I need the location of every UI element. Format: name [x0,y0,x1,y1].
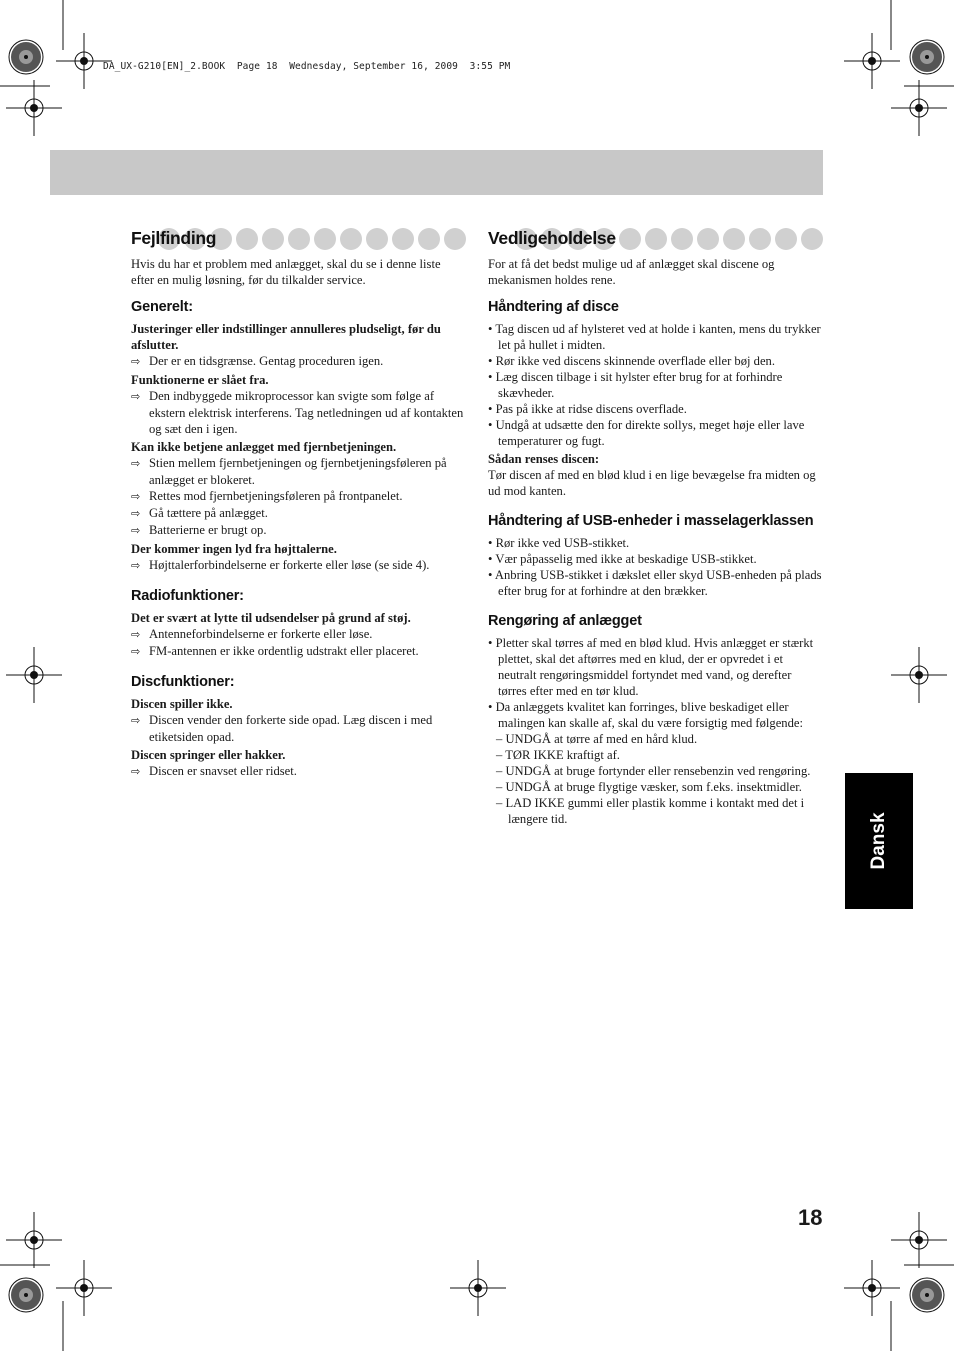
solution-text: ⇨ Discen er snavset eller ridset. [131,764,297,778]
section-heading-radio: Radiofunktioner: [131,588,244,604]
solution-text: ⇨ Der er en tidsgrænse. Gentag proceduren igen. [131,354,384,368]
list-item: – LAD IKKE gummi eller plastik komme i kontakt med det i længere tid. [496,796,805,826]
solution-text: ⇨ Gå tættere på anlægget. [131,506,268,520]
problem-text: Kan ikke betjene anlægget med fjernbetjeningen. [131,440,397,454]
disc-cleaning-text: Tør discen af med en blød klud i en lige bevægelse fra midten og ud mod kanten. [488,468,816,498]
arrow-right-icon: ⇨ [131,457,141,470]
troubleshooting-title-bar [131,226,466,252]
problem-text: Justeringer eller indstillinger annulleres pludseligt, før du afslutter. [131,322,441,352]
solution-text: ⇨ Stien mellem fjernbetjeningen og fjernbetjeningsføleren på anlægget er blokeret. [131,456,447,487]
unit-cleaning-list [488,635,823,827]
section-heading-cleaning: Rengøring af anlægget [488,613,642,629]
solution-text: ⇨ Batterierne er brugt op. [131,523,267,537]
solution-text: ⇨ Højttalerforbindelserne er forkerte eller løse (se side 4). [131,558,430,572]
arrow-right-icon: ⇨ [131,490,141,503]
page-number: 18 [798,1205,823,1230]
arrow-right-icon: ⇨ [131,507,141,520]
troubleshooting-intro: Hvis du har et problem med anlægget, skal du se i denne liste efter en mulig løsning, før du tilkalder service. [131,257,441,287]
solution-text: ⇨ FM-antennen er ikke ordentlig udstrakt eller placeret. [131,644,419,658]
language-tab-label: Dansk [868,812,889,870]
list-item: • Læg discen tilbage i sit hylster efter brug for at forhindre skævheder. [488,370,783,400]
list-item: – TØR IKKE kraftigt af. [496,748,620,762]
solution-text: ⇨ Discen vender den forkerte side opad. Læg discen i med etiketsiden opad. [131,713,433,744]
section-heading-discs: Håndtering af disce [488,299,619,315]
list-item: • Tag discen ud af hylsteret ved at holde i kanten, mens du trykker let på hullet i midten. [488,322,821,352]
maintenance-intro: For at få det bedst mulige ud af anlægget skal discene og mekanismen holdes rene. [488,257,775,287]
troubleshooting-title: Fejlfinding [131,228,217,248]
section-heading-usb: Håndtering af USB-enheder i masselagerklassen [488,513,814,529]
problem-text: Det er svært at lytte til udsendelser på grund af støj. [131,611,411,625]
maintenance-title-bar [488,226,823,252]
solution-text: ⇨ Den indbyggede mikroprocessor kan svigte som følge af ekstern elektrisk interferens. Tag netledningen ud af kontakten og sæt den i igen. [131,389,464,436]
list-item: • Rør ikke ved discens skinnende overflade eller bøj den. [488,354,775,368]
list-item: – UNDGÅ at tørre af med en hård klud. [496,732,698,746]
list-item: • Pas på ikke at ridse discens overflade. [488,402,687,416]
section-heading-general: Generelt: [131,299,193,315]
arrow-right-icon: ⇨ [131,765,141,778]
section-heading-disc: Discfunktioner: [131,674,235,690]
problem-text: Der kommer ingen lyd fra højttalerne. [131,542,337,556]
arrow-right-icon: ⇨ [131,355,141,368]
print-header-line: DA_UX-G210[EN]_2.BOOK Page 18 Wednesday, September 16, 2009 3:55 PM [103,61,511,72]
header-band [50,150,823,195]
problem-text: Discen springer eller hakker. [131,748,286,762]
disc-handling-list [488,321,823,449]
list-item: • Undgå at udsætte den for direkte sollys, meget høje eller lave temperaturer og fugt. [488,418,805,448]
disc-cleaning-label: Sådan renses discen: [488,452,600,466]
solution-text: ⇨ Rettes mod fjernbetjeningsføleren på frontpanelet. [131,489,403,503]
arrow-right-icon: ⇨ [131,714,141,727]
list-item: • Anbring USB-stikket i dækslet eller skyd USB-enheden på plads efter brug for at forhindre at den brækker. [488,568,822,598]
usb-handling-list [488,535,823,599]
arrow-right-icon: ⇨ [131,628,141,641]
maintenance-column [488,226,823,827]
list-item: • Da anlæggets kvalitet kan forringes, blive beskadiget eller malingen kan skalle af, skal du være forsigtig med følgende: [488,700,803,730]
list-item: – UNDGÅ at bruge flygtige væsker, som f.eks. insektmidler. [496,780,802,794]
list-item: • Vær påpasselig med ikke at beskadige USB-stikket. [488,552,757,566]
problem-text: Discen spiller ikke. [131,697,233,711]
list-item: • Rør ikke ved USB-stikket. [488,536,630,550]
list-item: – UNDGÅ at bruge fortynder eller rensebenzin ved rengøring. [496,764,811,778]
troubleshooting-column [131,226,466,780]
arrow-right-icon: ⇨ [131,559,141,572]
list-item: • Pletter skal tørres af med en blød klud. Hvis anlægget er stærkt plettet, skal det aftørres med en klud, der er opvredet i et neutralt rengøringsmiddel fortyndet med vand, og derefter tørres efter med en tør klud. [488,636,814,698]
solution-text: ⇨ Antenneforbindelserne er forkerte eller løse. [131,627,373,641]
arrow-right-icon: ⇨ [131,390,141,403]
language-tab [845,773,913,909]
maintenance-title: Vedligeholdelse [488,228,616,248]
problem-text: Funktionerne er slået fra. [131,373,269,387]
arrow-right-icon: ⇨ [131,524,141,537]
arrow-right-icon: ⇨ [131,645,141,658]
